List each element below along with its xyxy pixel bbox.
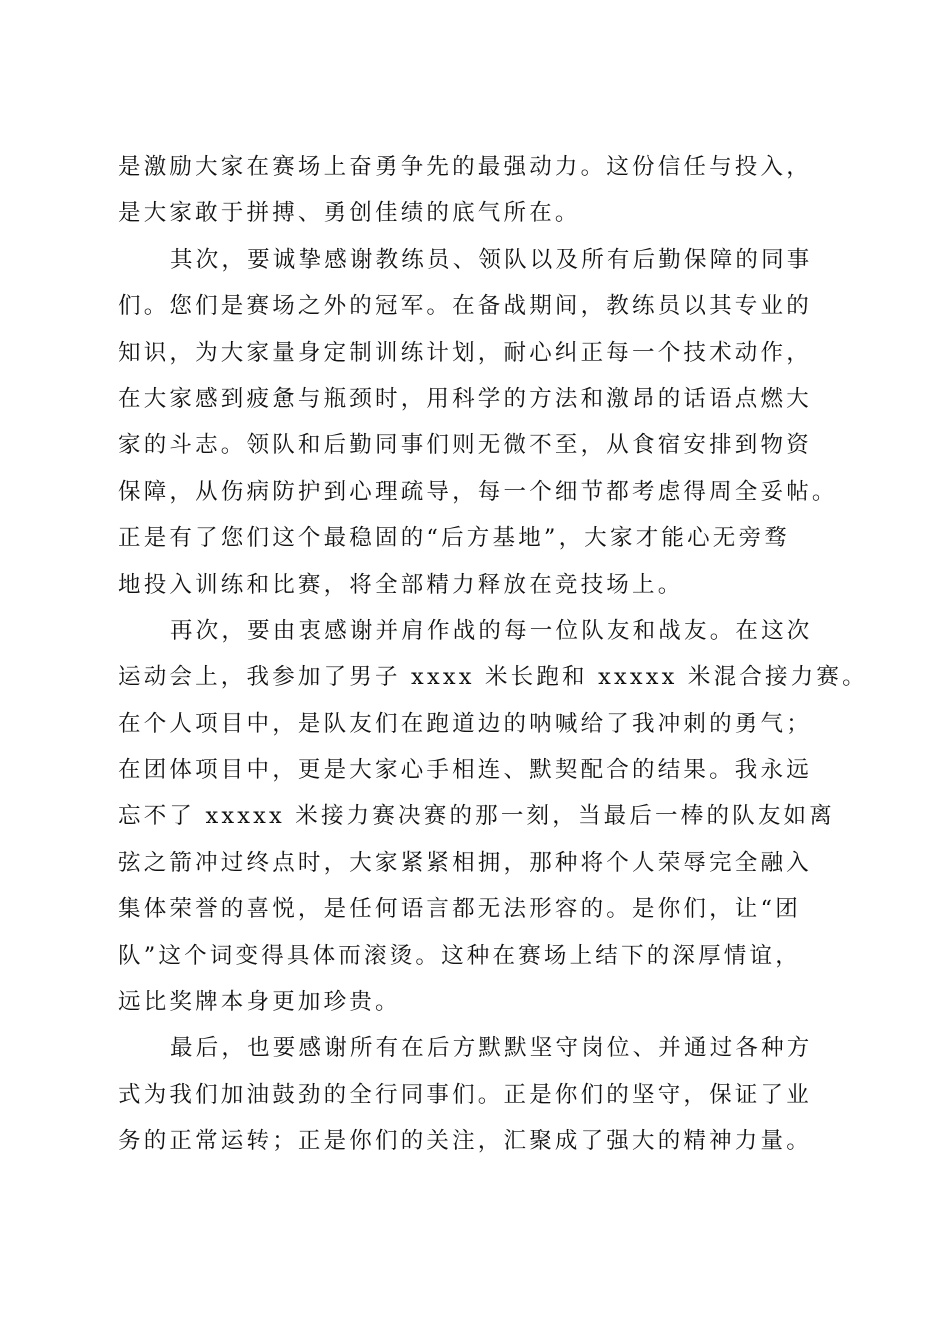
text-line: 家的斗志。领队和后勤同事们则无微不至，从食宿安排到物资 (118, 432, 812, 459)
text-line: 正是有了您们这个最稳固的“后方基地”，大家才能心无旁骛 (118, 525, 790, 552)
text-line: 是激励大家在赛场上奋勇争先的最强动力。这份信任与投入， (118, 154, 812, 180)
text-line: 集体荣誉的喜悦，是任何语言都无法形容的。是你们，让“团 (118, 896, 801, 923)
text-line: 在团体项目中，更是大家心手相连、默契配合的结果。我永远 (118, 757, 812, 784)
text-line: 知识，为大家量身定制训练计划，耐心纠正每一个技术动作， (118, 339, 812, 366)
text-line: 在个人项目中，是队友们在跑道边的呐喊给了我冲刺的勇气； (118, 710, 812, 737)
text-line: 式为我们加油鼓劲的全行同事们。正是你们的坚守，保证了业 (118, 1081, 812, 1108)
text-line: 是大家敢于拼搏、勇创佳绩的底气所在。 (118, 200, 581, 227)
text-line: 保障，从伤病防护到心理疏导，每一个细节都考虑得周全妥帖。 (118, 478, 838, 505)
body-text (118, 144, 868, 1165)
text-line: 在大家感到疲惫与瓶颈时，用科学的方法和激昂的话语点燃大 (118, 385, 812, 412)
paragraph-start-line: 其次，要诚挚感谢教练员、领队以及所有后勤保障的同事 (170, 246, 813, 273)
text-line: 弦之箭冲过终点时，大家紧紧相拥，那种将个人荣辱完全融入 (118, 849, 812, 876)
text-line: 队”这个词变得具体而滚烫。这种在赛场上结下的深厚情谊， (118, 942, 801, 969)
text-line: 忘不了 xxxxx 米接力赛决赛的那一刻，当最后一棒的队友如离 (118, 803, 835, 830)
text-line: 务的正常运转；正是你们的关注，汇聚成了强大的精神力量。 (118, 1128, 812, 1155)
paragraph-start-line: 最后，也要感谢所有在后方默默坚守岗位、并通过各种方 (170, 1035, 813, 1062)
text-line: 们。您们是赛场之外的冠军。在备战期间，教练员以其专业的 (118, 293, 812, 320)
paragraph-start-line: 再次，要由衷感谢并肩作战的每一位队友和战友。在这次 (170, 617, 813, 644)
text-line: 运动会上，我参加了男子 xxxx 米长跑和 xxxxx 米混合接力赛。 (118, 664, 868, 691)
text-line: 远比奖牌本身更加珍贵。 (118, 989, 401, 1016)
text-line: 地投入训练和比赛，将全部精力释放在竞技场上。 (118, 571, 684, 598)
